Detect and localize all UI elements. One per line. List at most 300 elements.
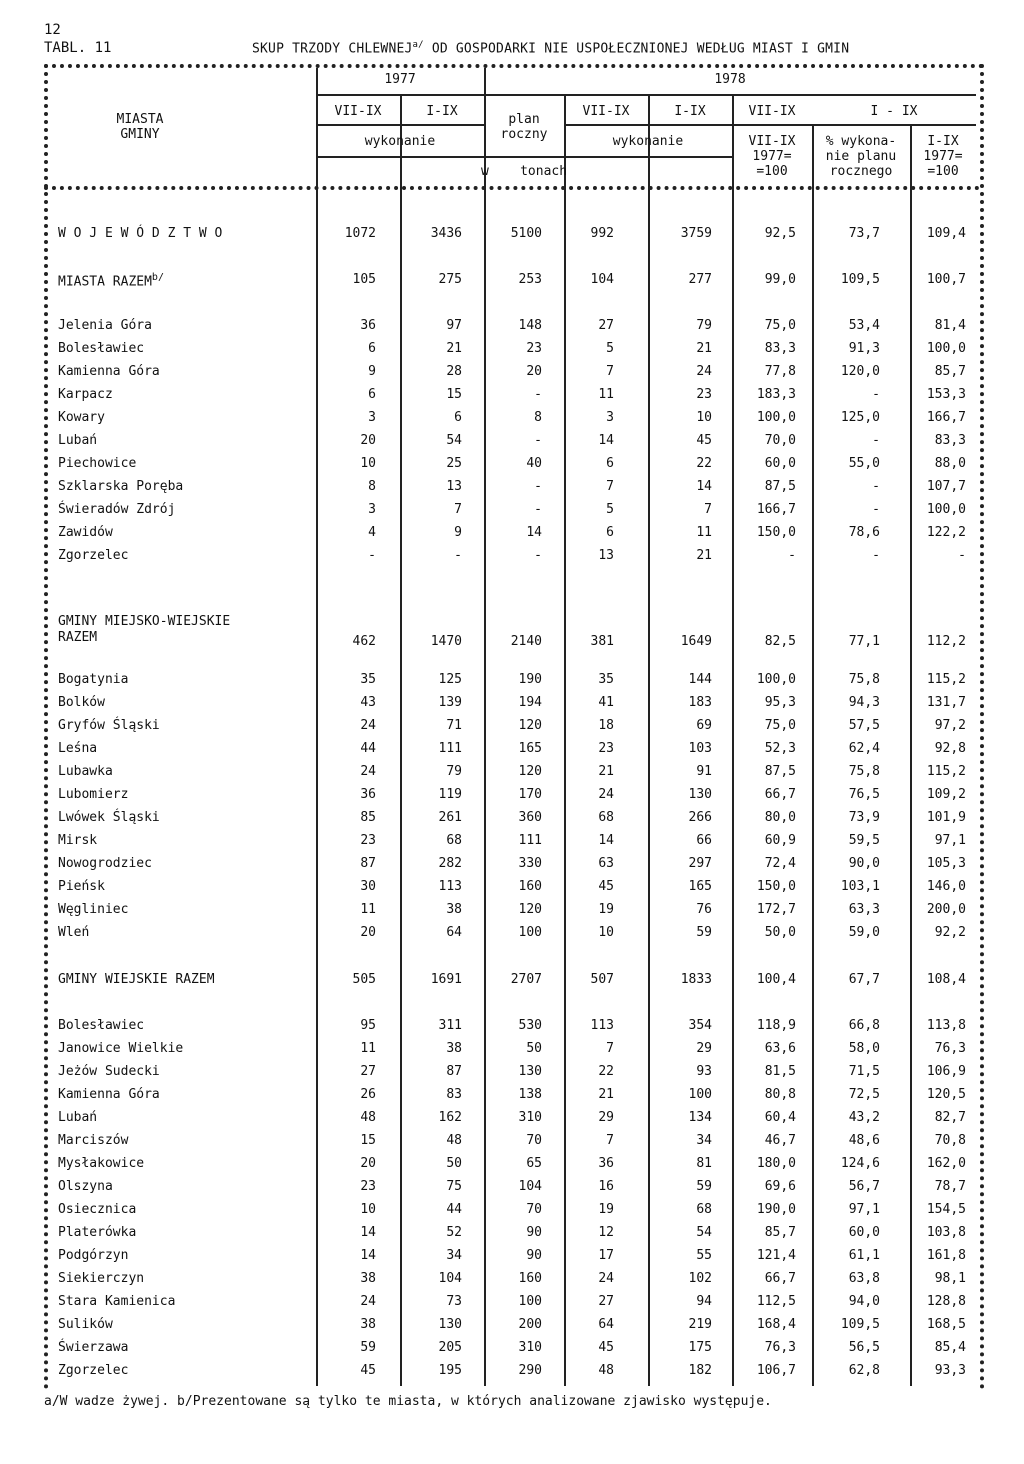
index-header-line: 1977= (923, 149, 963, 164)
table-cell: 175 (688, 1340, 712, 1355)
table-cell: 24 (696, 364, 712, 379)
column-rule (400, 96, 402, 1386)
table-cell: 11 (360, 902, 376, 917)
table-cell: 77,1 (848, 634, 880, 649)
table-cell: 330 (518, 856, 542, 871)
table-cell: 59 (696, 925, 712, 940)
table-cell: 29 (696, 1041, 712, 1056)
table-cell: 66,8 (848, 1018, 880, 1033)
table-cell: 78,7 (934, 1179, 966, 1194)
plan-percent-header-line: % wykona- (825, 134, 897, 149)
col-header-i-ix-1977: I-IX (426, 104, 458, 119)
table-cell: 4 (368, 525, 376, 540)
table-cell: - (368, 548, 376, 563)
table-cell: 58,0 (848, 1041, 880, 1056)
wykonanie-1977: wykonanie (364, 134, 436, 149)
table-cell: 59,5 (848, 833, 880, 848)
table-cell: 13 (598, 548, 614, 563)
table-cell: 22 (598, 1064, 614, 1079)
table-cell: 183 (688, 695, 712, 710)
table-cell: 1470 (430, 634, 462, 649)
footnote: a/W wadze żywej. b/Prezentowane są tylko te miasta, w których analizowane zjawisko występuje. (44, 1394, 772, 1409)
row-label: Szklarska Poręba (58, 479, 184, 494)
table-cell: 75 (446, 1179, 462, 1194)
table-cell: 70,8 (934, 1133, 966, 1148)
table-cell: 30 (360, 879, 376, 894)
table-cell: 11 (696, 525, 712, 540)
table-cell: 160 (518, 879, 542, 894)
table-cell: 69,6 (764, 1179, 796, 1194)
table-cell: 100 (518, 925, 542, 940)
row-label: Bolesławiec (58, 341, 145, 356)
table-cell: 462 (352, 634, 376, 649)
index-header-line: VII-IX (748, 134, 796, 149)
table-cell: 118,9 (756, 1018, 796, 1033)
index-header-i-ix (910, 134, 976, 179)
table-cell: 60,0 (848, 1225, 880, 1240)
table-cell: 45 (598, 879, 614, 894)
table-cell: 103 (688, 741, 712, 756)
table-cell: 25 (446, 456, 462, 471)
row-label: Lwówek Śląski (58, 810, 160, 825)
table-cell: 87 (360, 856, 376, 871)
row-label: Lubawka (58, 764, 113, 779)
table-cell: 2707 (510, 972, 542, 987)
table-cell: 23 (360, 833, 376, 848)
table-cell: 112,5 (756, 1294, 796, 1309)
row-label: Wleń (58, 925, 90, 940)
table-cell: 72,4 (764, 856, 796, 871)
table-cell: 7 (454, 502, 462, 517)
table-cell: 60,9 (764, 833, 796, 848)
table-cell: - (534, 479, 542, 494)
table-cell: 63,8 (848, 1271, 880, 1286)
column-rule (812, 124, 814, 1386)
table-cell: 14 (360, 1248, 376, 1263)
table-cell: 6 (368, 387, 376, 402)
table-cell: 3759 (680, 226, 712, 241)
table-cell: 172,7 (756, 902, 796, 917)
table-cell: 81 (696, 1156, 712, 1171)
table-cell: 14 (598, 433, 614, 448)
page-number: 12 (44, 22, 61, 38)
header-rule (316, 124, 484, 126)
table-cell: 115,2 (926, 764, 966, 779)
table-cell: 45 (598, 1340, 614, 1355)
table-cell: 100,0 (926, 341, 966, 356)
row-label: Zgorzelec (58, 548, 129, 563)
table-cell: 6 (454, 410, 462, 425)
table-cell: 115,2 (926, 672, 966, 687)
table-cell: 5 (606, 502, 614, 517)
table-cell: 146,0 (926, 879, 966, 894)
table-cell: 11 (598, 387, 614, 402)
table-cell: 125,0 (840, 410, 880, 425)
index-header-line: =100 (927, 164, 959, 179)
table-cell: 60,0 (764, 456, 796, 471)
table-cell: 106,7 (756, 1363, 796, 1378)
table-cell: 20 (360, 433, 376, 448)
table-cell: 101,9 (926, 810, 966, 825)
table-cell: 100,0 (756, 410, 796, 425)
table-cell: 165 (688, 879, 712, 894)
table-cell: 81,4 (934, 318, 966, 333)
table-cell: 56,7 (848, 1179, 880, 1194)
row-label: Pieńsk (58, 879, 105, 894)
table-cell: 16 (598, 1179, 614, 1194)
table-cell: 160 (518, 1271, 542, 1286)
row-label: Świeradów Zdrój (58, 502, 176, 517)
table-cell: 183,3 (756, 387, 796, 402)
table-cell: 122,2 (926, 525, 966, 540)
table-cell: 66,7 (764, 787, 796, 802)
table-cell: 73,9 (848, 810, 880, 825)
row-label: Sulików (58, 1317, 113, 1332)
table-cell: 66 (696, 833, 712, 848)
table-cell: 88,0 (934, 456, 966, 471)
table-cell: - (872, 502, 880, 517)
table-cell: 128,8 (926, 1294, 966, 1309)
table-cell: 71,5 (848, 1064, 880, 1079)
table-cell: 93,3 (934, 1363, 966, 1378)
table-cell: 34 (446, 1248, 462, 1263)
table-cell: 85,7 (764, 1225, 796, 1240)
table-cell: 90 (526, 1248, 542, 1263)
row-label: Nowogrodziec (58, 856, 152, 871)
row-label: Bogatynia (58, 672, 129, 687)
table-cell: 5 (606, 341, 614, 356)
table-cell: 83 (446, 1087, 462, 1102)
table-cell: 2140 (510, 634, 542, 649)
table-cell: 1833 (680, 972, 712, 987)
table-cell: 24 (598, 787, 614, 802)
col-header-i-ix-1978: I-IX (674, 104, 706, 119)
table-cell: 80,0 (764, 810, 796, 825)
col-header-vii-ix-1977: VII-IX (334, 104, 382, 119)
table-cell: 94 (696, 1294, 712, 1309)
row-label: Gryfów Śląski (58, 718, 160, 733)
table-cell: 190,0 (756, 1202, 796, 1217)
column-rule (484, 68, 486, 1386)
table-cell: 77,8 (764, 364, 796, 379)
table-cell: - (872, 548, 880, 563)
table-cell: 91 (696, 764, 712, 779)
table-cell: 8 (534, 410, 542, 425)
table-cell: 3436 (430, 226, 462, 241)
col-header-i-ix-index: I - IX (870, 104, 918, 119)
table-cell: - (534, 433, 542, 448)
table-cell: 59,0 (848, 925, 880, 940)
table-cell: 61,1 (848, 1248, 880, 1263)
table-cell: 104 (590, 272, 614, 287)
row-label: Piechowice (58, 456, 137, 471)
index-header-line: 1977= (752, 149, 792, 164)
table-cell: 91,3 (848, 341, 880, 356)
table-cell: 23 (526, 341, 542, 356)
table-cell: 48,6 (848, 1133, 880, 1148)
table-cell: 73,7 (848, 226, 880, 241)
table-cell: 182 (688, 1363, 712, 1378)
table-cell: 70 (526, 1202, 542, 1217)
col-header-vii-ix-1978: VII-IX (582, 104, 630, 119)
table-cell: 162 (438, 1110, 462, 1125)
table-cell: 43,2 (848, 1110, 880, 1125)
table-cell: 3 (368, 410, 376, 425)
table-cell: 76,5 (848, 787, 880, 802)
table-cell: 19 (598, 1202, 614, 1217)
row-label: Osiecznica (58, 1202, 137, 1217)
table-cell: 68 (696, 1202, 712, 1217)
table-cell: 83,3 (764, 341, 796, 356)
table-cell: 100,0 (756, 672, 796, 687)
table-cell: 219 (688, 1317, 712, 1332)
stub-header-line: GMINY (120, 127, 160, 142)
table-cell: 113,8 (926, 1018, 966, 1033)
table-cell: 54 (446, 433, 462, 448)
table-cell: 13 (446, 479, 462, 494)
table-cell: 26 (360, 1087, 376, 1102)
table-cell: 75,0 (764, 318, 796, 333)
table-cell: 95 (360, 1018, 376, 1033)
year-1978: 1978 (714, 72, 746, 87)
table-cell: 83,3 (934, 433, 966, 448)
table-cell: 50 (446, 1156, 462, 1171)
table-cell: 23 (696, 387, 712, 402)
table-cell: 23 (360, 1179, 376, 1194)
table-cell: 21 (446, 341, 462, 356)
table-cell: 17 (598, 1248, 614, 1263)
table-cell: 105 (352, 272, 376, 287)
row-label: Platerówka (58, 1225, 137, 1240)
row-label: Bolków (58, 695, 105, 710)
table-cell: 27 (598, 318, 614, 333)
table-cell: 73 (446, 1294, 462, 1309)
table-cell: 282 (438, 856, 462, 871)
year-1977: 1977 (384, 72, 416, 87)
table-cell: 7 (606, 1133, 614, 1148)
row-label: MIASTA $RAZEM^{b/}$ (58, 272, 164, 290)
row-label: Węgliniec (58, 902, 129, 917)
table-cell: 310 (518, 1340, 542, 1355)
table-cell: 24 (360, 764, 376, 779)
table-cell: 36 (598, 1156, 614, 1171)
row-label: Lubań (58, 433, 98, 448)
table-cell: 94,0 (848, 1294, 880, 1309)
table-cell: 7 (606, 1041, 614, 1056)
table-cell: 14 (360, 1225, 376, 1240)
row-label: Kamienna Góra (58, 1087, 160, 1102)
table-cell: 124,6 (840, 1156, 880, 1171)
footnote-marker: b/ (151, 272, 164, 283)
table-cell: 82,5 (764, 634, 796, 649)
row-label: Mysłakowice (58, 1156, 145, 1171)
table-cell: 10 (360, 456, 376, 471)
table-cell: 113 (590, 1018, 614, 1033)
table-cell: 45 (696, 433, 712, 448)
table-cell: 44 (360, 741, 376, 756)
table-cell: 111 (518, 833, 542, 848)
table-cell: 100,7 (926, 272, 966, 287)
table-cell: 150,0 (756, 525, 796, 540)
table-cell: 103,8 (926, 1225, 966, 1240)
table-cell: 3 (606, 410, 614, 425)
table-cell: 92,5 (764, 226, 796, 241)
table-cell: 21 (696, 548, 712, 563)
table-cell: 59 (360, 1340, 376, 1355)
table-cell: 75,0 (764, 718, 796, 733)
table-title (252, 40, 849, 56)
table-cell: 44 (446, 1202, 462, 1217)
row-label: Lubań (58, 1110, 98, 1125)
table-cell: 5100 (510, 226, 542, 241)
table-cell: 76,3 (934, 1041, 966, 1056)
table-cell: 153,3 (926, 387, 966, 402)
table-cell: 290 (518, 1363, 542, 1378)
row-label: Kowary (58, 410, 105, 425)
table-cell: 38 (446, 1041, 462, 1056)
table-cell: 72,5 (848, 1087, 880, 1102)
row-label: Janowice Wielkie (58, 1041, 184, 1056)
table-cell: 103,1 (840, 879, 880, 894)
table-cell: 10 (598, 925, 614, 940)
table-cell: 62,8 (848, 1363, 880, 1378)
table-cell: 80,8 (764, 1087, 796, 1102)
row-label: Jeżów Sudecki (58, 1064, 160, 1079)
row-label: GMINY WIEJSKIE RAZEM (58, 972, 215, 987)
table-cell: - (958, 548, 966, 563)
table-cell: 28 (446, 364, 462, 379)
table-cell: 109,5 (840, 1317, 880, 1332)
row-label: Zawidów (58, 525, 113, 540)
table-cell: 166,7 (756, 502, 796, 517)
table-cell: 166,7 (926, 410, 966, 425)
table-cell: 90 (526, 1225, 542, 1240)
table-cell: 20 (360, 1156, 376, 1171)
table-cell: 87,5 (764, 479, 796, 494)
row-label: Bolesławiec (58, 1018, 145, 1033)
table-cell: 120,5 (926, 1087, 966, 1102)
table-cell: 109,2 (926, 787, 966, 802)
table-frame (44, 64, 984, 1390)
table-cell: 38 (360, 1317, 376, 1332)
row-label: Kamienna Góra (58, 364, 160, 379)
table-cell: 100 (688, 1087, 712, 1102)
table-cell: 23 (598, 741, 614, 756)
unit-label: w tonach (480, 164, 568, 179)
row-label: Karpacz (58, 387, 113, 402)
table-cell: 14 (598, 833, 614, 848)
table-cell: 75,8 (848, 672, 880, 687)
table-cell: 130 (688, 787, 712, 802)
table-cell: 144 (688, 672, 712, 687)
table-cell: 139 (438, 695, 462, 710)
table-cell: 104 (438, 1271, 462, 1286)
table-cell: 90,0 (848, 856, 880, 871)
table-cell: 100,0 (926, 502, 966, 517)
table-cell: 297 (688, 856, 712, 871)
table-cell: 120 (518, 718, 542, 733)
table-cell: 27 (360, 1064, 376, 1079)
row-label: Mirsk (58, 833, 98, 848)
table-cell: 36 (360, 318, 376, 333)
table-cell: 507 (590, 972, 614, 987)
table-cell: 15 (446, 387, 462, 402)
table-cell: 36 (360, 787, 376, 802)
table-cell: 9 (368, 364, 376, 379)
header-separator (44, 186, 980, 190)
row-label: Marciszów (58, 1133, 129, 1148)
table-cell: - (534, 502, 542, 517)
row-label: Zgorzelec (58, 1363, 129, 1378)
table-cell: 14 (526, 525, 542, 540)
table-cell: 50 (526, 1041, 542, 1056)
table-cell: 165 (518, 741, 542, 756)
table-cell: 55 (696, 1248, 712, 1263)
table-cell: 6 (368, 341, 376, 356)
index-header-line: =100 (756, 164, 788, 179)
table-cell: 109,5 (840, 272, 880, 287)
table-cell: 94,3 (848, 695, 880, 710)
column-rule (648, 96, 650, 1386)
table-cell: 354 (688, 1018, 712, 1033)
table-cell: 11 (360, 1041, 376, 1056)
table-cell: - (872, 433, 880, 448)
wykonanie-1978: wykonanie (612, 134, 684, 149)
title-main: SKUP TRZODY CHLEWNEJ (252, 41, 413, 57)
row-label: Jelenia Góra (58, 318, 152, 333)
table-cell: 19 (598, 902, 614, 917)
table-cell: 310 (518, 1110, 542, 1125)
table-cell: 120,0 (840, 364, 880, 379)
table-cell: 120 (518, 764, 542, 779)
table-cell: 275 (438, 272, 462, 287)
table-cell: 27 (598, 1294, 614, 1309)
table-cell: 1649 (680, 634, 712, 649)
table-cell: 3 (368, 502, 376, 517)
table-cell: 78,6 (848, 525, 880, 540)
table-cell: 62,4 (848, 741, 880, 756)
table-cell: 63 (598, 856, 614, 871)
table-cell: 205 (438, 1340, 462, 1355)
row-label: Leśna (58, 741, 98, 756)
table-cell: 64 (446, 925, 462, 940)
table-cell: - (534, 548, 542, 563)
table-cell: 266 (688, 810, 712, 825)
table-cell: 21 (598, 764, 614, 779)
table-cell: 530 (518, 1018, 542, 1033)
table-cell: 7 (606, 364, 614, 379)
table-cell: 35 (360, 672, 376, 687)
table-cell: 125 (438, 672, 462, 687)
table-cell: 97,1 (934, 833, 966, 848)
table-cell: 200,0 (926, 902, 966, 917)
table-cell: 24 (360, 1294, 376, 1309)
table-cell: 63,3 (848, 902, 880, 917)
row-label: W O J E W Ó D Z T W O (58, 226, 223, 241)
table-cell: 87 (446, 1064, 462, 1079)
table-cell: 505 (352, 972, 376, 987)
header-rule (316, 156, 732, 158)
table-cell: 22 (696, 456, 712, 471)
table-cell: 277 (688, 272, 712, 287)
table-cell: 97 (446, 318, 462, 333)
table-cell: 76,3 (764, 1340, 796, 1355)
table-label: TABL. 11 (44, 40, 112, 56)
table-cell: 63,6 (764, 1041, 796, 1056)
table-cell: 360 (518, 810, 542, 825)
stub-header (60, 112, 220, 142)
table-cell: 15 (360, 1133, 376, 1148)
